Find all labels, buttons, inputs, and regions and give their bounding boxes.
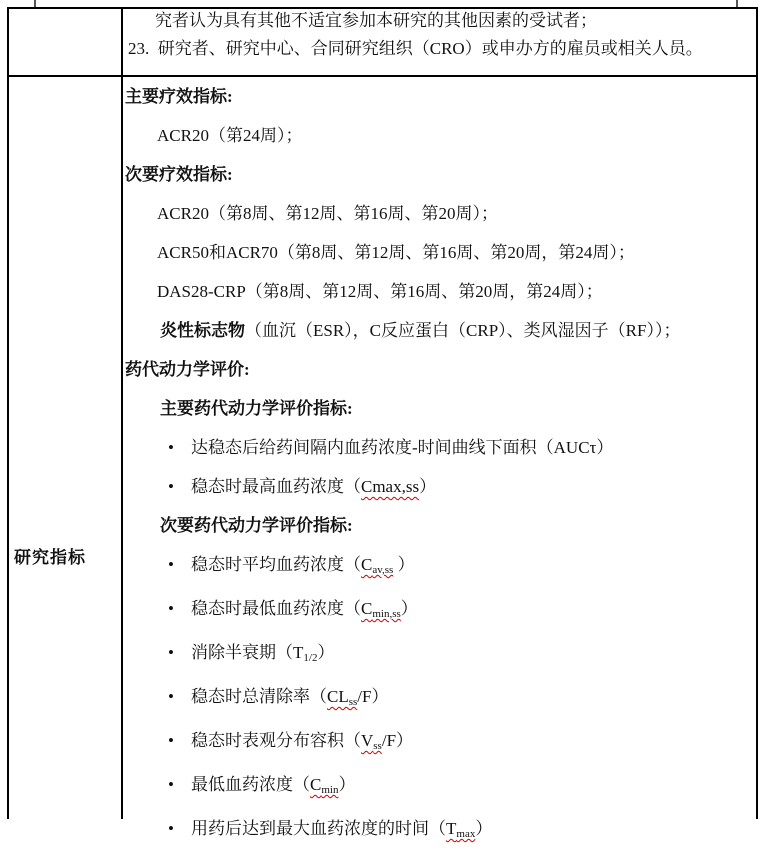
text-run: ） — [317, 643, 335, 662]
subscript-text: av,ss — [372, 564, 394, 576]
bullet-icon: • — [168, 438, 174, 457]
text-run: ACR50和ACR70（第8周、第12周、第16周、第20周，第24周）； — [157, 243, 635, 262]
text-run: T — [446, 819, 457, 838]
text-run: 稳态时最低血药浓度（ — [191, 599, 361, 618]
subscript-text: min,ss — [372, 608, 401, 620]
endpoint-bullet-line — [168, 600, 754, 623]
subscript-text: max — [456, 828, 476, 840]
bold-text: 主要疗效指标: — [125, 87, 233, 106]
bullet-icon: • — [168, 555, 174, 574]
text-run: V — [361, 731, 374, 750]
bold-text: 药代动力学评价: — [125, 360, 250, 379]
bullet-icon: • — [168, 643, 174, 662]
spellcheck-squiggle — [361, 731, 382, 750]
text-run: C — [361, 555, 373, 574]
text-run: 稳态时最高血药浓度（ — [191, 477, 361, 496]
criteria-continuation-text: 究者认为具有其他不适宜参加本研究的其他因素的受试者； — [155, 11, 597, 30]
exclusion-criteria-cell — [123, 10, 754, 58]
endpoint-line — [157, 205, 754, 223]
row-divider — [9, 75, 756, 77]
endpoint-bullet-line — [168, 820, 754, 843]
endpoint-line — [160, 322, 754, 340]
bullet-icon: • — [168, 599, 174, 618]
spellcheck-squiggle — [361, 477, 419, 496]
text-run: CL — [327, 687, 349, 706]
endpoint-bullet-line — [168, 556, 754, 579]
bullet-icon: • — [168, 775, 174, 794]
text-run: 稳态时总清除率（ — [191, 687, 327, 706]
bullet-icon: • — [168, 687, 174, 706]
text-run: ） — [400, 599, 418, 618]
spellcheck-squiggle — [327, 687, 357, 706]
endpoint-bullet-line — [168, 439, 754, 457]
text-run: Cmax,ss — [361, 477, 420, 496]
subscript-text: ss — [373, 740, 382, 752]
endpoints-content — [123, 88, 754, 864]
bold-text: 炎性标志物 — [160, 321, 245, 340]
endpoint-line — [157, 283, 754, 301]
text-run: 用药后达到最大血药浓度的时间（ — [191, 819, 446, 838]
row-header-study-indicators: 研究指标 — [14, 548, 86, 567]
text-run: 稳态时平均血药浓度（ — [191, 555, 361, 574]
text-run: DAS28-CRP（第8周、第12周、第16周、第20周，第24周）； — [157, 282, 603, 301]
text-run: C — [361, 599, 373, 618]
text-run: ） — [338, 775, 356, 794]
subscript-text: 1/2 — [303, 652, 318, 664]
spellcheck-squiggle — [446, 819, 475, 838]
subscript-text: min — [321, 784, 339, 796]
bullet-icon: • — [168, 477, 174, 496]
text-run: ） — [419, 477, 437, 496]
bold-text: 主要药代动力学评价指标: — [160, 399, 353, 418]
text-run: ACR20（第8周、第12周、第16周、第20周）； — [157, 204, 498, 223]
endpoint-line — [160, 517, 754, 535]
text-run: 稳态时表观分布容积（ — [191, 731, 361, 750]
endpoint-line — [160, 400, 754, 418]
endpoint-bullet-line — [168, 688, 754, 711]
endpoint-line — [157, 127, 754, 145]
text-run: ACR20（第24周）； — [157, 126, 303, 145]
text-run: 达稳态后给药间隔内血药浓度-时间曲线下面积（AUCτ） — [191, 438, 614, 457]
text-run: ） — [475, 819, 493, 838]
text-run: /F） — [357, 687, 389, 706]
endpoint-line — [125, 166, 754, 184]
endpoint-line — [125, 361, 754, 379]
bullet-icon: • — [168, 731, 174, 750]
endpoint-line — [125, 88, 754, 106]
criteria-item-23: 23. 研究者、研究中心、合同研究组织（CRO）或申办方的雇员或相关人员。 — [128, 39, 703, 58]
endpoint-bullet-line — [168, 776, 754, 799]
spellcheck-squiggle — [310, 775, 338, 794]
text-run: /F） — [381, 731, 414, 750]
endpoint-line — [157, 244, 754, 262]
text-run: （血沉（ESR），C反应蛋白（CRP）、类风湿因子（RF））； — [245, 321, 681, 340]
text-run: C — [310, 775, 322, 794]
text-run: 最低血药浓度（ — [191, 775, 310, 794]
protocol-table — [7, 7, 758, 840]
bullet-icon: • — [168, 819, 174, 838]
text-run: ） — [393, 555, 415, 574]
text-run: 消除半衰期（T — [191, 643, 304, 662]
endpoint-bullet-line — [168, 732, 754, 755]
endpoint-bullet-line — [168, 478, 754, 496]
endpoint-bullet-line — [168, 644, 754, 667]
subscript-text: ss — [348, 696, 358, 708]
spellcheck-squiggle — [361, 555, 393, 574]
bold-text: 次要疗效指标: — [125, 165, 233, 184]
bold-text: 次要药代动力学评价指标: — [160, 516, 353, 535]
spellcheck-squiggle — [361, 599, 401, 618]
